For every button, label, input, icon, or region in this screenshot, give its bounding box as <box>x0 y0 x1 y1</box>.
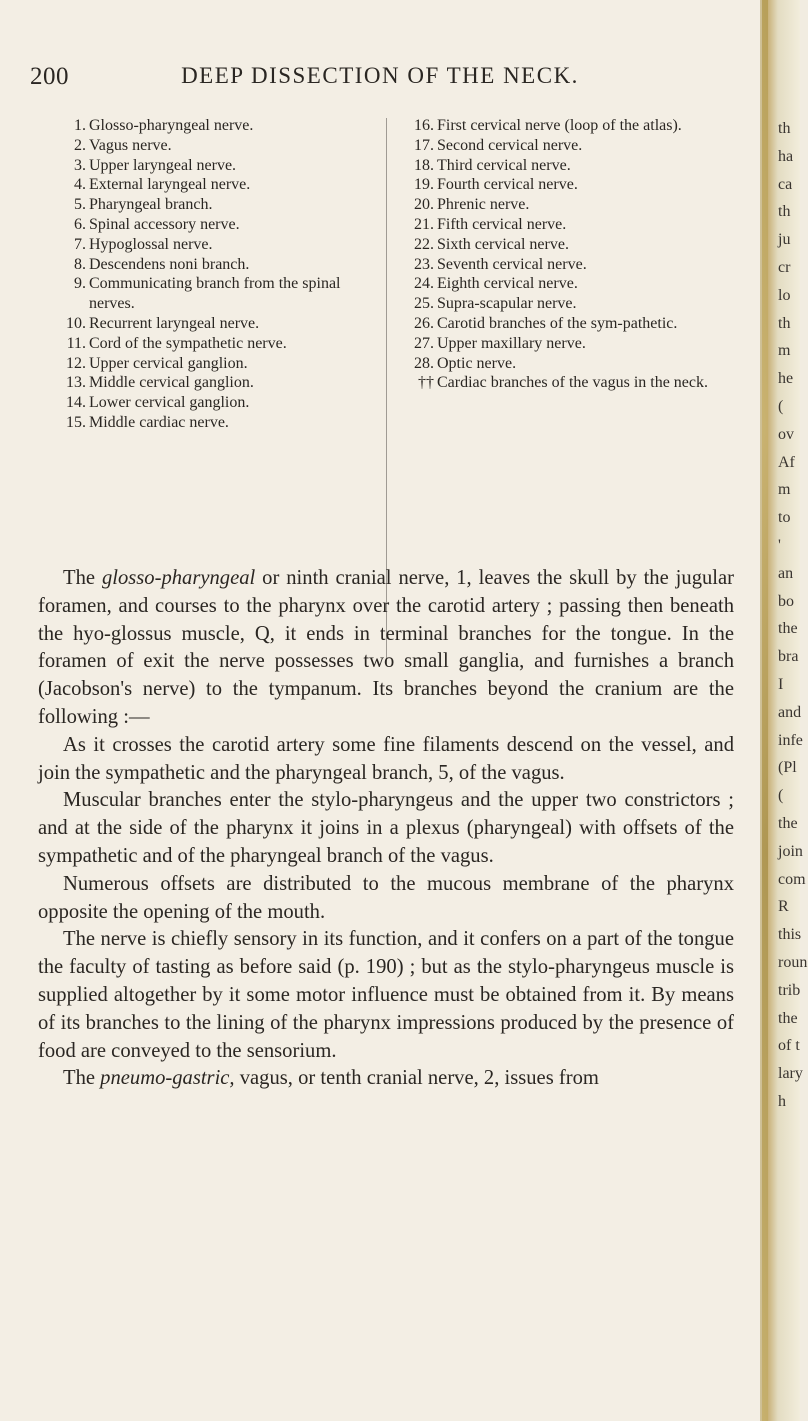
legend-label: Cardiac branches of the vagus in the neck. <box>437 374 709 392</box>
facing-page-text: to <box>778 509 791 527</box>
facing-page-text: (Pl <box>778 759 797 777</box>
legend-label: Communicating branch from the spinal nerves. <box>89 275 341 313</box>
legend-item <box>400 354 750 374</box>
legend-label: Upper laryngeal nerve. <box>89 156 237 174</box>
legend-label: Glosso-pharyngeal nerve. <box>89 117 254 134</box>
facing-page-fragment <box>778 115 808 1116</box>
legend-item <box>400 255 750 275</box>
facing-page-text: th <box>778 203 791 221</box>
facing-page-text: ( <box>778 787 784 805</box>
legend-number: 23. <box>414 255 434 273</box>
legend-number: 22. <box>414 235 434 253</box>
facing-page-text: th <box>778 120 791 137</box>
text-span: vagus, or tenth cranial nerve, 2, issues from <box>234 1067 599 1090</box>
legend-item <box>52 136 387 156</box>
legend-label: Descendens noni branch. <box>89 255 250 273</box>
legend-number: 10. <box>66 314 86 332</box>
legend-label: Third cervical nerve. <box>437 156 571 174</box>
legend-item <box>52 334 387 354</box>
legend-item <box>52 195 387 215</box>
legend-item <box>400 373 750 393</box>
facing-page-text: ju <box>778 231 791 249</box>
facing-page-text: ca <box>778 175 793 193</box>
running-title: DEEP DISSECTION OF THE NECK. <box>181 63 579 88</box>
facing-page-text: ov <box>778 425 794 443</box>
legend-item <box>52 393 387 413</box>
legend-item <box>400 175 750 195</box>
legend-item <box>400 294 750 314</box>
facing-page-text: an <box>778 564 794 582</box>
legend-label: Phrenic nerve. <box>437 196 530 214</box>
legend-label: Hypoglossal nerve. <box>89 235 213 253</box>
page-number: 200 <box>30 63 69 90</box>
legend-item <box>52 116 387 136</box>
page-edge <box>762 0 768 1421</box>
text-span: The <box>63 1067 101 1090</box>
legend-number: 16. <box>414 117 434 134</box>
legend-number: 21. <box>414 215 434 233</box>
facing-page-text: th <box>778 314 791 332</box>
legend-item <box>52 255 387 275</box>
facing-page-text: I <box>778 675 784 693</box>
legend-number: 12. <box>66 354 86 372</box>
paragraph: Muscular branches enter the stylo-pharyngeus and the upper two constrictors ; and at the side of the pharynx it joins in a plexus (pharyngeal) with offsets of the sympathetic and of the pharyngeal branch of the vagus. <box>38 789 734 867</box>
facing-page-text: com <box>778 870 806 888</box>
legend-label: Fourth cervical nerve. <box>437 176 578 194</box>
legend-label: Upper cervical ganglion. <box>89 354 248 372</box>
legend-number: 7. <box>74 235 86 253</box>
facing-page-text: the <box>778 814 798 832</box>
facing-page-text: m <box>778 342 791 360</box>
legend-label: Pharyngeal branch. <box>89 196 213 214</box>
legend-item <box>400 334 750 354</box>
legend-label: Fifth cervical nerve. <box>437 215 567 233</box>
legend-item <box>52 413 387 433</box>
legend-item <box>400 314 750 334</box>
legend-item <box>400 116 750 136</box>
facing-page-text: cr <box>778 258 791 276</box>
text-span: or ninth cranial nerve, 1, leaves the skull by the jugular foramen, and courses to the pharynx over the carotid artery ; passing then beneath the hyo-glossus muscle, Q, it ends in terminal branches for the tongue. In the foramen of exit the nerve possesses two small ganglia, and furnishes a branch (Jacobson's nerve) to the tympanum. Its branches beyond the cranium are the following :— <box>38 567 735 728</box>
legend-item <box>52 373 387 393</box>
facing-page-text: ( <box>778 397 784 415</box>
legend-item <box>52 235 387 255</box>
paragraph <box>38 1065 734 1093</box>
legend-item <box>52 274 387 314</box>
legend-item <box>400 235 750 255</box>
legend-number: 28. <box>414 354 434 372</box>
facing-page-text: bo <box>778 592 794 610</box>
legend-number: †† <box>418 374 434 392</box>
paragraph: The nerve is chiefly sensory in its function, and it confers on a part of the tongue the faculty of tasting as before said (p. 190) ; but as the stylo-pharyngeus muscle is supplied altogether by it some motor influence must be obtained from it. By means of its branches to the lining of the pharynx impressions produced by the presence of food are conveyed to the sensorium. <box>38 928 734 1062</box>
legend-number: 17. <box>414 136 434 154</box>
legend-number: 2. <box>74 136 86 154</box>
legend-number: 5. <box>74 196 86 214</box>
legend-item <box>400 274 750 294</box>
text-span: The <box>63 567 102 589</box>
facing-page-text: the <box>778 1009 798 1027</box>
facing-page-text: R <box>778 898 789 916</box>
legend-item <box>52 354 387 374</box>
facing-page-text: lo <box>778 286 791 304</box>
facing-page-text: h <box>778 1092 786 1110</box>
term-glosso-pharyngeal: glosso-pharyngeal <box>101 567 256 589</box>
legend-item <box>52 175 387 195</box>
legend-item <box>52 215 387 235</box>
page-header <box>0 63 760 93</box>
legend-item <box>400 136 750 156</box>
legend-number: 9. <box>74 275 86 293</box>
legend-number: 18. <box>414 156 434 174</box>
paragraph <box>38 565 734 732</box>
legend-number: 13. <box>66 374 86 392</box>
legend-item <box>52 156 387 176</box>
legend-number: 25. <box>414 295 434 313</box>
legend-item <box>400 195 750 215</box>
legend-label: Eighth cervical nerve. <box>437 275 578 293</box>
legend-label: Upper maxillary nerve. <box>437 334 586 352</box>
facing-page-text: lary <box>778 1065 803 1083</box>
legend-number: 4. <box>74 176 86 194</box>
facing-page-text: the <box>778 620 798 638</box>
legend-item <box>52 314 387 334</box>
legend-column-right <box>400 116 750 393</box>
facing-page-text: trib <box>778 981 801 999</box>
facing-page-text: bra <box>778 648 799 666</box>
legend-label: Cord of the sympathetic nerve. <box>89 334 287 352</box>
facing-page-text: ' <box>778 536 781 554</box>
facing-page-text: and <box>778 703 802 721</box>
facing-page-text: m <box>778 481 791 499</box>
legend-number: 1. <box>74 117 86 134</box>
legend-label: Vagus nerve. <box>89 136 172 154</box>
legend-number: 19. <box>414 176 434 194</box>
legend-item <box>400 215 750 235</box>
legend-label: Lower cervical ganglion. <box>89 394 250 412</box>
facing-page-text: he <box>778 370 794 388</box>
facing-page-text: Af <box>778 453 795 471</box>
legend-column-left <box>52 116 387 433</box>
facing-page-text: roun <box>778 953 808 971</box>
legend-label: Second cervical nerve. <box>437 136 583 154</box>
legend-label: Carotid branches of the sym-pathetic. <box>437 314 678 332</box>
legend-label: Recurrent laryngeal nerve. <box>89 314 260 332</box>
body-text <box>38 565 734 1093</box>
legend-label: Seventh cervical nerve. <box>437 255 587 273</box>
legend-number: 3. <box>74 156 86 174</box>
legend-label: Supra-scapular nerve. <box>437 295 577 313</box>
paragraph: Numerous offsets are distributed to the mucous membrane of the pharynx opposite the opening of the mouth. <box>38 872 734 923</box>
legend-number: 15. <box>66 413 86 431</box>
term-pneumo-gastric: pneumo-gastric, <box>100 1067 235 1090</box>
facing-page-text: this <box>778 926 802 944</box>
legend-label: External laryngeal nerve. <box>89 176 251 194</box>
legend-number: 11. <box>66 334 86 352</box>
legend-item <box>400 156 750 176</box>
legend-label: Middle cardiac nerve. <box>89 413 229 431</box>
legend-label: Spinal accessory nerve. <box>89 215 240 233</box>
legend-number: 8. <box>74 255 86 273</box>
paragraph: As it crosses the carotid artery some fine filaments descend on the vessel, and join the sympathetic and the pharyngeal branch, 5, of the vagus. <box>38 733 734 784</box>
legend-label: First cervical nerve (loop of the atlas). <box>437 117 682 134</box>
legend-number: 27. <box>414 334 434 352</box>
legend-number: 14. <box>66 394 86 412</box>
legend-number: 20. <box>414 196 434 214</box>
legend-label: Middle cervical ganglion. <box>89 374 254 392</box>
legend-number: 26. <box>414 314 434 332</box>
legend-label: Sixth cervical nerve. <box>437 235 569 253</box>
facing-page-text: ha <box>778 147 794 165</box>
legend-number: 24. <box>414 275 434 293</box>
legend-number: 6. <box>74 215 86 233</box>
facing-page-text: join <box>778 842 803 860</box>
facing-page-text: infe <box>778 731 803 749</box>
facing-page-text: of t <box>778 1037 800 1055</box>
legend-label: Optic nerve. <box>437 354 517 372</box>
